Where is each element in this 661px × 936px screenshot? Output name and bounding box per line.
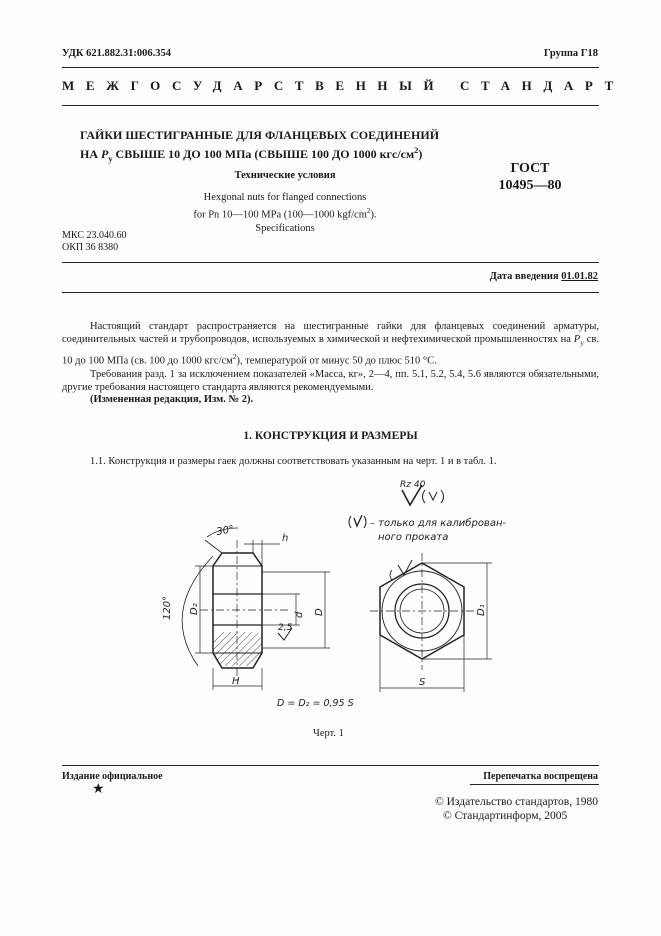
paragraph-scope: Настоящий стандарт распространяется на шестигранные гайки для фланцевых соединений арматуры, соединительных частей и трубопроводов, используемых в химической и нефтехимической промышленностях на $P_у$ св. 10 до 100 МПа (св. 100 до 1000 кгс/$см^2$), температурой от минус 50 до плюс 510 °С.	[62, 321, 599, 366]
header-rule-bottom	[62, 105, 599, 106]
english-title: Hexgonal nuts for flanged connections for Pn 10—100 MPa (100—1000 kgf/$cm^2$). Specifications	[193, 192, 377, 234]
d1-label: D₁	[476, 604, 487, 616]
reprint-rule	[470, 784, 599, 785]
paragraph-1-1: 1.1. Конструкция и размеры гаек должны соответствовать указанным на черт. 1 и в табл. 1.	[90, 456, 497, 467]
nut-side-view	[200, 540, 290, 680]
roughness-label: Rz 40	[400, 480, 426, 490]
star-mark: ★	[92, 782, 105, 797]
nut-top-view	[370, 553, 476, 670]
s-label: S	[419, 677, 426, 688]
paragraph-requirements: Требования разд. 1 за исключением показателей «Масса, кг», 2—4, пп. 5.1, 5.2, 5.4, 5.6 являются обязательными, другие требования настоящего стандарта являются рекомендуемыми.	[62, 369, 599, 394]
d-dimension	[262, 594, 305, 625]
section-title: 1. КОНСТРУКЦИЯ И РАЗМЕРЫ	[243, 430, 418, 442]
d-label: d	[294, 611, 305, 618]
intro-rule	[62, 262, 599, 263]
note-line-1: – только для калиброван-	[370, 518, 507, 529]
angle-30-label: 30°	[215, 524, 235, 538]
udk-code: УДК 621.882.31:006.354	[62, 48, 171, 59]
r25-label: 2,5	[278, 623, 293, 633]
big-h-label: H	[232, 676, 240, 687]
official-edition: Издание официальное	[62, 771, 163, 782]
copyright	[435, 795, 598, 823]
formula: D = D₂ = 0,95 S	[277, 698, 354, 709]
title-line-1: ГАЙКИ ШЕСТИГРАННЫЕ ДЛЯ ФЛАНЦЕВЫХ СОЕДИНЕНИЙ	[80, 128, 440, 142]
angle-30-dimension	[205, 524, 238, 553]
angle-120-label: 120°	[162, 595, 173, 620]
paragraph-amendment: (Измененная редакция, Изм. № 2).	[90, 394, 254, 405]
okp-code: ОКП 36 8380	[62, 241, 119, 253]
h-label: h	[282, 533, 289, 544]
subtitle: Технические условия	[234, 170, 336, 181]
calibrated-note	[349, 515, 506, 543]
d2-label: D₂	[189, 603, 200, 615]
roughness-symbol	[400, 480, 444, 505]
copyright-2: © Стандартинформ, 2005	[442, 810, 568, 822]
copyright-1: © Издательство стандартов, 1980	[434, 796, 598, 808]
drawing-figure-1	[0, 470, 661, 730]
classification-codes	[62, 230, 126, 253]
mks-code: МКС 23.040.60	[62, 230, 127, 241]
intro-date: Дата введения 01.01.82	[489, 271, 598, 282]
big-h-dimension	[213, 668, 262, 690]
h-dimension	[244, 533, 288, 566]
header-rule-top	[62, 67, 599, 68]
reprint-notice: Перепечатка воспрещена	[483, 771, 598, 782]
note-line-2: ного проката	[378, 532, 449, 543]
date-rule	[62, 292, 599, 293]
document-title	[80, 128, 480, 166]
big-d-label: D	[314, 608, 325, 616]
title-line-2: НА $P_у$ СВЫШЕ 10 ДО 100 МПа (СВЫШЕ 100 ДО 1000 кгс/$см^2$)	[80, 146, 423, 164]
roughness-2-5	[278, 623, 293, 640]
angle-120-dimension	[162, 556, 213, 666]
group-code: Группа Г18	[543, 48, 598, 59]
d2-dimension	[189, 566, 213, 653]
footer-rule	[62, 765, 599, 766]
s-dimension	[380, 635, 464, 692]
figure-caption: Черт. 1	[313, 728, 344, 739]
standard-banner: МЕЖГОСУДАРСТВЕННЫЙ СТАНДАРТ	[62, 78, 625, 93]
gost-number: ГОСТ 10495—80	[498, 161, 562, 193]
